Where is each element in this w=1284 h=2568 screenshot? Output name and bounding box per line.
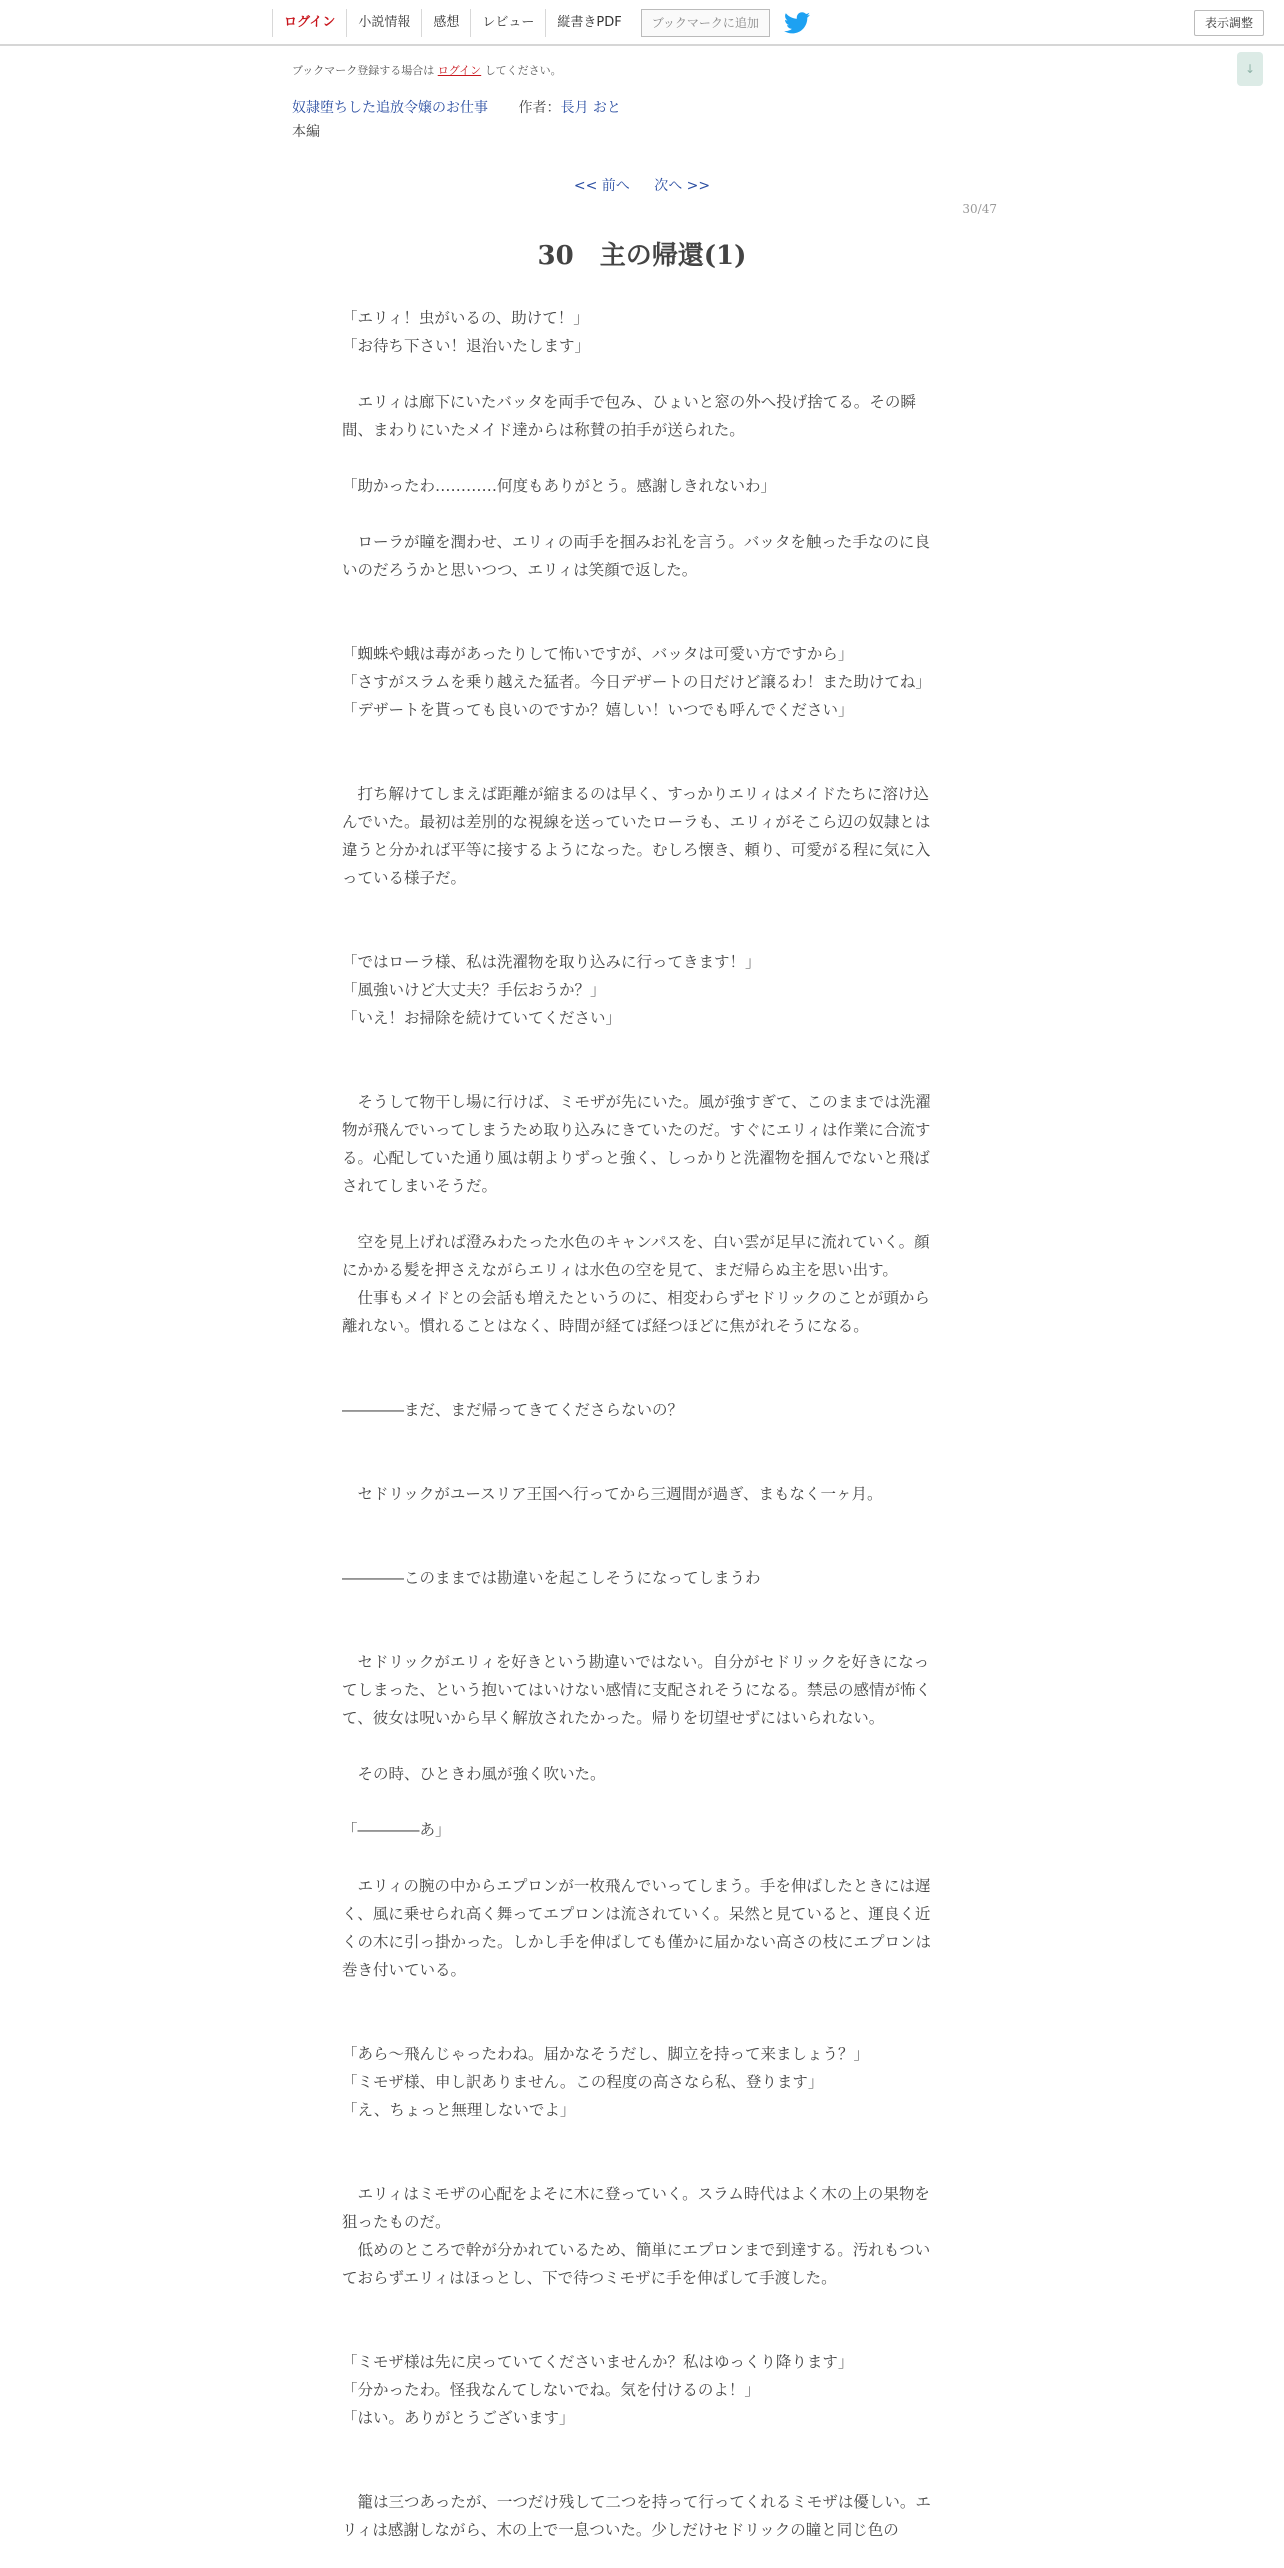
author-label: 作者： <box>518 100 561 116</box>
body-paragraph <box>342 1788 942 1816</box>
chapter-title: 30 主の帰還(1) <box>537 241 747 271</box>
body-paragraph: エリィは廊下にいたバッタを両手で包み、ひょいと窓の外へ投げ捨てる。その瞬間、まわりにいたメイド達からは称賛の拍手が送られた。 <box>342 393 916 439</box>
body-paragraph <box>342 1452 942 1480</box>
body-paragraph: 「いえ！お掃除を続けていてください」 <box>342 1009 622 1027</box>
body-paragraph <box>342 1732 942 1760</box>
body-paragraph: 「ではローラ様、私は洗濯物を取り込みに行ってきます！」 <box>342 953 761 971</box>
body-paragraph: 「デザートを貰っても良いのですか？嬉しい！いつでも呼んでください」 <box>342 701 854 719</box>
body-paragraph: 「分かったわ。怪我なんてしないでね。気を付けるのよ！」 <box>342 2381 760 2399</box>
novel-info <box>292 97 621 117</box>
body-paragraph <box>342 2432 942 2460</box>
pager <box>0 175 1284 195</box>
body-paragraph <box>342 584 942 612</box>
bookmark-note-suffix: してください。 <box>484 64 562 77</box>
body-paragraph <box>342 2124 942 2152</box>
body-paragraph: そうして物干し場に行けば、ミモザが先にいた。風が強すぎて、このままでは洗濯物が飛んでいってしまうため取り込みにきていたのだ。すぐにエリィは作業に合流する。心配していた通り風は朝よりずっと強く、しっかりと洗濯物を掴んでないと飛ばされてしまいそうだ。 <box>342 1093 931 1195</box>
bookmark-login-note <box>292 62 562 78</box>
body-paragraph <box>342 1592 942 1620</box>
body-paragraph: エリィの腕の中からエプロンが一枚飛んでいってしまう。手を伸ばしたときには遅く、風に乗せられ高く舞ってエプロンは流されていく。呆然と見ていると、運良く近くの木に引っ掛かった。しかし手を伸ばしても僅かに届かない高さの枝にエプロンは巻き付いている。 <box>342 1877 932 1979</box>
body-paragraph <box>342 1844 942 1872</box>
body-paragraph: セドリックがユースリア王国へ行ってから三週間が過ぎ、まもなく一ヶ月。 <box>342 1485 883 1503</box>
body-paragraph: エリィはミモザの心配をよそに木に登っていく。スラム時代はよく木の上の果物を狙ったものだ。 <box>342 2185 930 2231</box>
header-nav <box>272 0 810 46</box>
body-paragraph: 「風強いけど大丈夫？手伝おうか？」 <box>342 981 606 999</box>
body-paragraph: ――――このままでは勘違いを起こしそうになってしまうわ <box>342 1569 761 1587</box>
body-paragraph <box>342 1508 942 1536</box>
body-paragraph <box>342 892 942 920</box>
body-paragraph: 打ち解けてしまえば距離が縮まるのは早く、すっかりエリィはメイドたちに溶け込んでいた。最初は差別的な視線を送っていたローラも、エリィがそこら辺の奴隷とは違うと分かれば平等に接するようになった。むしろ懐き、頼り、可愛がる程に気に入っている様子だ。 <box>342 785 931 887</box>
body-paragraph: 空を見上げれば澄みわたった水色のキャンパスを、白い雲が足早に流れていく。顔にかかる髪を押さえながらエリィは水色の空を見て、まだ帰らぬ主を思い出す。 <box>342 1233 930 1279</box>
body-paragraph <box>342 2012 942 2040</box>
twitter-bird-icon[interactable] <box>784 12 810 34</box>
body-paragraph <box>342 500 942 528</box>
body-paragraph: 「さすがスラムを乗り越えた猛者。今日デザートの日だけど譲るわ！また助けてね」 <box>342 673 931 691</box>
nav-review[interactable]: レビュー <box>470 9 545 37</box>
nav-novel-info[interactable]: 小説情報 <box>346 9 421 37</box>
bookmark-note-prefix: ブックマーク登録する場合は <box>292 64 435 77</box>
body-paragraph <box>342 1060 942 1088</box>
body-paragraph <box>342 1340 942 1368</box>
body-paragraph: 「あら～飛んじゃったわね。届かなそうだし、脚立を持って来ましょう？」 <box>342 2045 870 2063</box>
body-paragraph: その時、ひときわ風が強く吹いた。 <box>342 1765 606 1783</box>
body-paragraph: 仕事もメイドとの会話も増えたというのに、相変わらずセドリックのことが頭から離れない。慣れることはなく、時間が経てば経つほどに焦がれそうになる。 <box>342 1289 930 1335</box>
body-paragraph: 「エリィ！虫がいるの、助けて！」 <box>342 309 589 327</box>
scroll-down-arrow-icon[interactable]: ↓ <box>1237 52 1263 86</box>
body-paragraph <box>342 444 942 472</box>
author-name-link[interactable]: 長月 おと <box>560 100 621 116</box>
body-paragraph <box>342 2460 942 2488</box>
body-paragraph <box>342 1620 942 1648</box>
body-paragraph <box>342 360 942 388</box>
body-paragraph <box>342 1032 942 1060</box>
body-paragraph <box>342 1424 942 1452</box>
body-paragraph: 「ミモザ様、申し訳ありません。この程度の高さなら私、登ります」 <box>342 2073 824 2091</box>
add-bookmark-button[interactable]: ブックマークに追加 <box>641 9 770 37</box>
body-paragraph <box>342 752 942 780</box>
bookmark-note-login-link[interactable]: ログイン <box>437 64 482 77</box>
body-paragraph: 「ミモザ様は先に戻っていてくださいませんか？私はゆっくり降ります」 <box>342 2353 854 2371</box>
body-paragraph <box>342 2152 942 2180</box>
novel-title-link[interactable]: 奴隷堕ちした追放令嬢のお仕事 <box>292 100 488 116</box>
body-paragraph <box>342 612 942 640</box>
top-header-bar <box>0 0 1284 46</box>
body-paragraph <box>342 724 942 752</box>
nav-login[interactable]: ログイン <box>272 9 346 37</box>
body-paragraph: セドリックがエリィを好きという勘違いではない。自分がセドリックを好きになってしまった、という抱いてはいけない感情に支配されそうになる。禁忌の感情が怖くて、彼女は呪いから早く解放されたかった。帰りを切望せずにはいられない。 <box>342 1653 932 1727</box>
body-paragraph: 籠は三つあったが、一つだけ残して二つを持って行ってくれるミモザは優しい。エリィは感謝しながら、木の上で一息ついた。少しだけセドリックの瞳と同じ色の <box>342 2493 931 2539</box>
body-paragraph: 「蜘蛛や蛾は毒があったりして怖いですが、バッタは可愛い方ですから」 <box>342 645 854 663</box>
body-paragraph <box>342 1984 942 2012</box>
body-paragraph <box>342 2292 942 2320</box>
chapter-group-label: 本編 <box>292 124 320 140</box>
next-page-link[interactable]: 次へ >> <box>654 178 711 194</box>
nav-impressions[interactable]: 感想 <box>421 9 470 37</box>
body-paragraph: 「助かったわ…………何度もありがとう。感謝しきれないわ」 <box>342 477 777 495</box>
body-paragraph <box>342 920 942 948</box>
body-paragraph <box>342 1200 942 1228</box>
page-counter: 30/47 <box>962 202 997 216</box>
display-settings-button[interactable]: 表示調整 <box>1194 10 1264 36</box>
body-paragraph: ローラが瞳を潤わせ、エリィの両手を掴みお礼を言う。バッタを触った手なのに良いのだろうかと思いつつ、エリィは笑顔で返した。 <box>342 533 930 579</box>
body-paragraph: ――――まだ、まだ帰ってきてくださらないの？ <box>342 1401 684 1419</box>
body-paragraph <box>342 1536 942 1564</box>
body-paragraph: 「はい。ありがとうございます」 <box>342 2409 575 2427</box>
body-paragraph: 低めのところで幹が分かれているため、簡単にエプロンまで到達する。汚れもついておらずエリィはほっとし、下で待つミモザに手を伸ばして手渡した。 <box>342 2241 931 2287</box>
body-paragraph: 「え、ちょっと無理しないでよ」 <box>342 2101 576 2119</box>
body-paragraph <box>342 2320 942 2348</box>
body-paragraph: 「お待ち下さい！退治いたします」 <box>342 337 591 355</box>
prev-page-link[interactable]: << 前へ <box>573 178 630 194</box>
novel-body <box>342 304 942 2544</box>
body-paragraph: 「――――あ」 <box>342 1821 451 1839</box>
body-paragraph <box>342 1368 942 1396</box>
nav-vertical-pdf[interactable]: 縦書きPDF <box>545 9 632 37</box>
